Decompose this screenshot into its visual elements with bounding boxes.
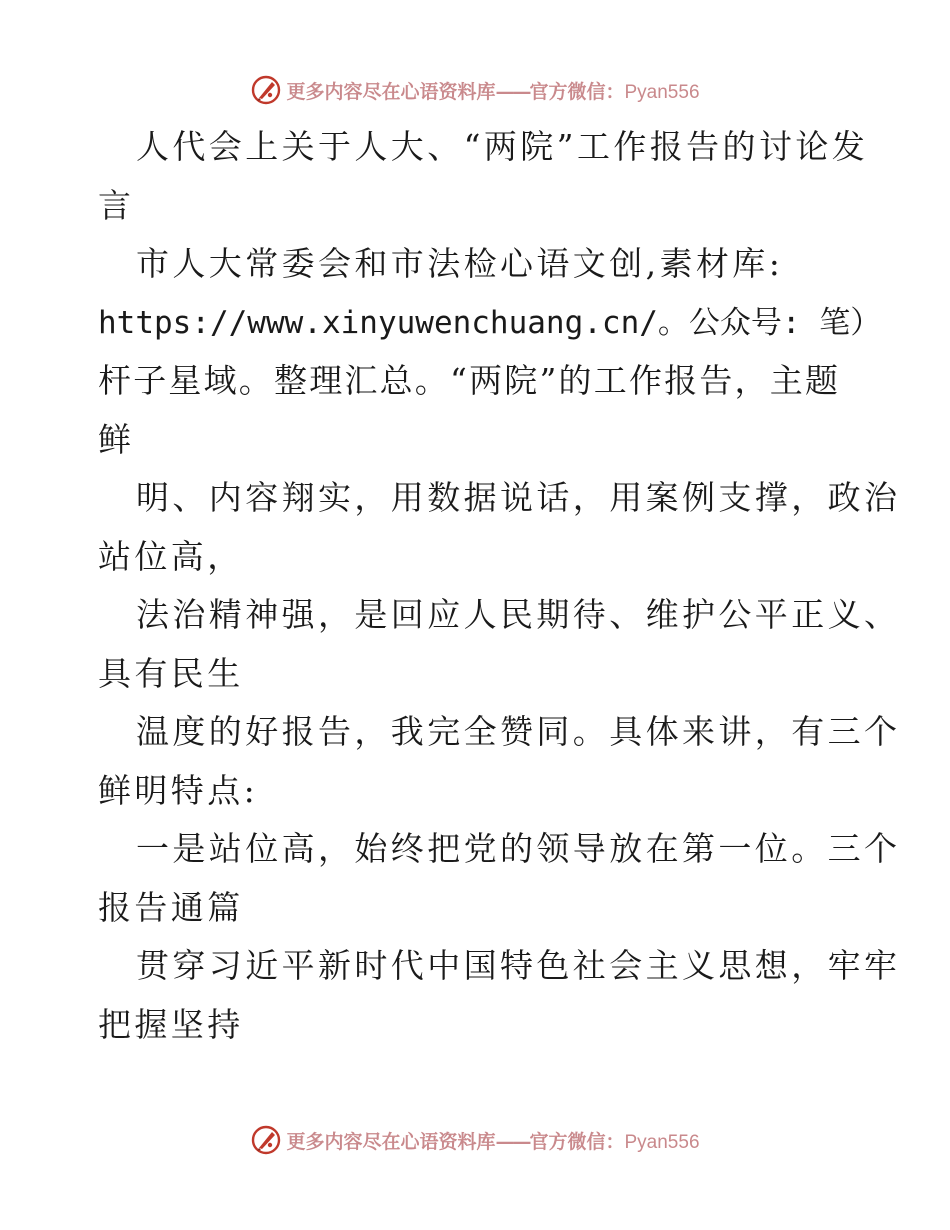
header-account: Pyan556 [624, 81, 700, 103]
document-body [98, 118, 901, 1054]
body-line-10: 具有民生 [98, 653, 244, 693]
header-brand-name: 更多内容尽在心语资料库 [286, 80, 496, 103]
body-line-14: 报告通篇 [98, 887, 244, 927]
body-line-15: 贯穿习近平新时代中国特色社会主义思想，牢牢 [136, 946, 901, 985]
header-wechat-label: 官方微信： [529, 80, 625, 103]
body-line-6: 鲜 [98, 419, 135, 459]
quill-pen-logo-icon [250, 1124, 282, 1156]
footer-dash: —— [495, 1130, 530, 1153]
body-line-5: 杆子星域。整理汇总。“两院”的工作报告，主题 [98, 361, 841, 400]
footer-banner-inner [250, 1124, 699, 1156]
quill-pen-logo-icon [250, 74, 282, 106]
body-line-9: 法治精神强，是回应人民期待、维护公平正义、 [136, 595, 901, 634]
body-line-13: 一是站位高，始终把党的领导放在第一位。三个 [136, 829, 901, 868]
header-banner-inner [250, 74, 699, 106]
body-line-16: 把握坚持 [98, 1004, 244, 1044]
header-dash: —— [495, 80, 530, 103]
body-line-2: 言 [98, 185, 135, 225]
body-line-11: 温度的好报告，我完全赞同。具体来讲，有三个 [136, 712, 901, 751]
footer-banner [0, 1120, 950, 1160]
footer-wechat-label: 官方微信： [529, 1130, 625, 1153]
body-line-12: 鲜明特点: [98, 770, 259, 810]
header-banner [0, 70, 950, 110]
body-line-4-url: https://www.xinyuwenchuang.cn/。公众号: 笔） [98, 304, 882, 341]
body-line-1: 人代会上关于人大、“两院”工作报告的讨论发 [136, 127, 869, 166]
footer-brand-text [286, 1127, 699, 1154]
body-line-7: 明、内容翔实，用数据说话，用案例支撑，政治 [136, 478, 901, 517]
body-line-8: 站位高， [98, 536, 244, 576]
body-line-3: 市人大常委会和市法检心语文创,素材库: [136, 244, 784, 283]
footer-brand-name: 更多内容尽在心语资料库 [286, 1130, 496, 1153]
header-brand-text [286, 77, 699, 104]
footer-account: Pyan556 [624, 1131, 700, 1153]
